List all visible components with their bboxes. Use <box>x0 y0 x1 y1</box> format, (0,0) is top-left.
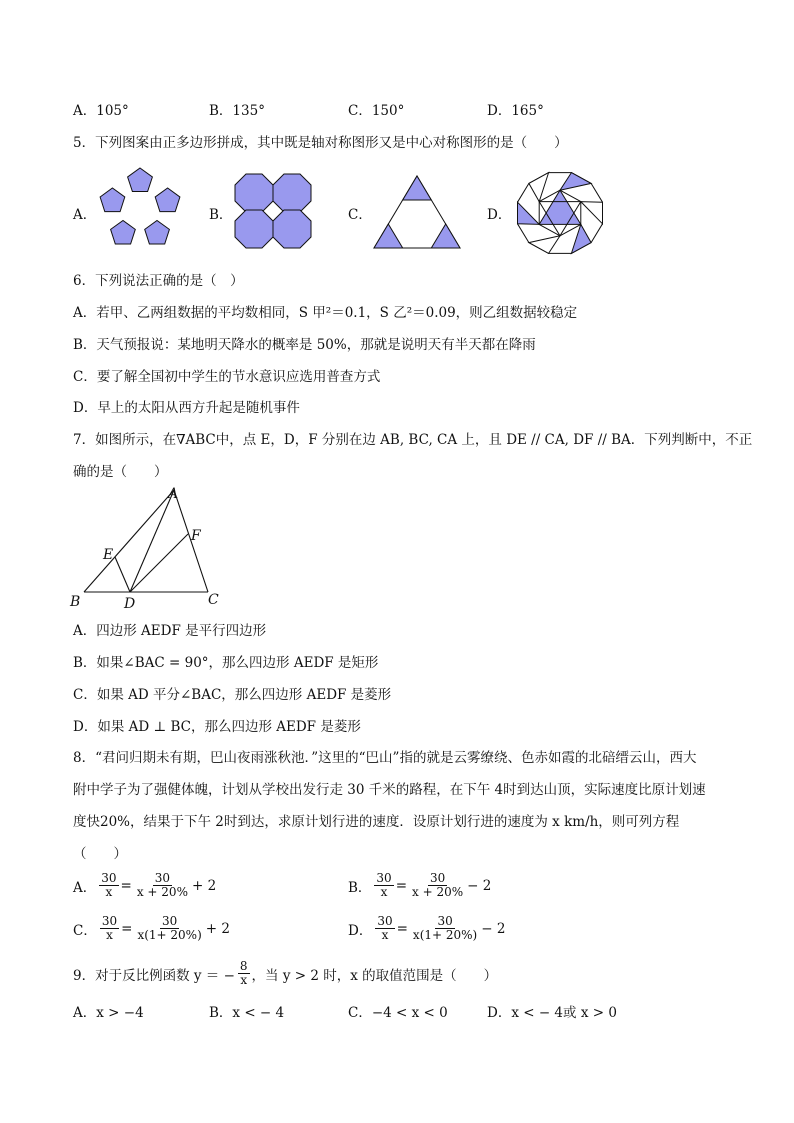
q8-c-right-num: 30 <box>161 914 178 928</box>
q5-figure-d <box>510 168 610 258</box>
q5-label-a: A． <box>73 207 97 223</box>
q4-option-c: C．150° <box>348 103 405 119</box>
q8-option-c: C． $\frac{30}{x}$ = $\frac{30}{x(1+ 20\%)}$ + 2 <box>73 914 230 942</box>
q8-d-tail: − 2 <box>481 920 506 937</box>
q9-option-c: C．−4 < x < 0 <box>348 1005 448 1021</box>
q7-option-c: C．如果 AD 平分∠BAC，那么四边形 AEDF 是菱形 <box>73 687 392 703</box>
q6-option-d: D．早上的太阳从西方升起是随机事件 <box>73 400 300 416</box>
q5-label-b: B． <box>209 207 233 223</box>
q8-c-left-den: x <box>106 928 113 942</box>
q8-a-left-den: x <box>105 885 113 899</box>
q8-option-c-label: C． <box>73 922 97 939</box>
q5-figure-b <box>233 172 315 250</box>
q8-option-a-label: A． <box>73 879 97 896</box>
q9-option-a: A．x > −4 <box>73 1005 144 1021</box>
q8-c-right-den: x(1+ 20%) <box>137 928 202 942</box>
q5-figure-a <box>94 167 186 251</box>
q9-stem-pre: 9．对于反比例函数 y ＝ − <box>73 967 235 984</box>
q9-stem-post: ，当 y > 2 时，x 的取值范围是（ ） <box>251 967 498 984</box>
q7-option-d: D．如果 AD ⊥ BC，那么四边形 AEDF 是菱形 <box>73 719 361 735</box>
q5-figure-c <box>372 174 462 250</box>
q7-triangle-figure <box>66 484 226 614</box>
q8-line3: 度快20%，结果于下午 2时到达，求原计划行进的速度．设原计划行进的速度为 x km/h，则可列方程 <box>73 814 680 830</box>
q9-frac-num: 8 <box>239 959 248 973</box>
q7-stem-line1: 7．如图所示，在∇ABC中，点 E，D，F 分别在边 AB, BC, CA 上，且 DE // CA, DF // BA．下列判断中，不正 <box>73 432 753 448</box>
q8-b-left-den: x <box>380 885 388 899</box>
q5-stem: 5．下列图案由正多边形拼成，其中既是轴对称图形又是中心对称图形的是（ ） <box>73 135 568 151</box>
q9-stem <box>73 960 499 987</box>
q8-d-left-num: 30 <box>377 914 393 928</box>
q5-label-c: C． <box>348 207 372 223</box>
q8-option-b: B． $\frac{30}{x}$ = $\frac{30}{x + 20\%}$ − 2 <box>348 871 492 899</box>
q8-d-right-den: x(1+ 20%) <box>412 928 478 942</box>
q7-label-a: A <box>168 486 179 502</box>
q7-label-f: F <box>191 528 201 544</box>
q8-line2: 附中学子为了强健体魄，计划从学校出发行走 30 千米的路程，在下午 4时到达山顶，实际速度比原计划速 <box>73 782 706 798</box>
q7-option-a: A．四边形 AEDF 是平行四边形 <box>73 623 267 639</box>
q6-option-a: A．若甲、乙两组数据的平均数相同，S 甲²＝0.1，S 乙²＝0.09，则乙组数据较稳定 <box>73 305 578 321</box>
q6-stem: 6．下列说法正确的是（ ） <box>73 273 244 289</box>
q4-option-b: B．135° <box>209 103 265 119</box>
q8-option-d: D． $\frac{30}{x}$ = $\frac{30}{x(1+ 20\%)}$ − 2 <box>348 914 506 942</box>
q4-option-d: D．165° <box>487 103 544 119</box>
q8-b-right-den: x + 20% <box>412 885 464 899</box>
q8-b-right-num: 30 <box>429 871 446 885</box>
q8-option-a: A． $\frac{30}{x}$ = $\frac{30}{x + 20\%}$ + 2 <box>73 871 217 899</box>
q7-label-c: C <box>208 592 219 608</box>
q9-frac-den: x <box>240 973 248 987</box>
q8-c-left-num: 30 <box>101 914 118 928</box>
q8-b-left-num: 30 <box>376 871 392 885</box>
q7-label-b: B <box>70 594 81 610</box>
q4-option-a: A．105° <box>73 103 129 119</box>
q6-option-b: B．天气预报说：某地明天降水的概率是 50%，那就是说明天有半天都在降雨 <box>73 337 536 353</box>
q7-stem-line2: 确的是（ ） <box>73 464 168 480</box>
q8-option-b-label: B． <box>348 879 372 896</box>
q8-a-right-num: 30 <box>154 871 171 885</box>
q5-label-d: D． <box>487 207 512 223</box>
q7-label-e: E <box>103 547 114 563</box>
q6-option-c: C．要了解全国初中学生的节水意识应选用普查方式 <box>73 369 381 385</box>
q9-option-d: D．x < − 4或 x > 0 <box>487 1005 617 1021</box>
q8-d-left-den: x <box>381 928 389 942</box>
q8-line4: （ ） <box>73 846 127 862</box>
q7-label-d: D <box>124 596 136 612</box>
q8-d-right-num: 30 <box>437 914 453 928</box>
q8-b-tail: − 2 <box>467 877 492 894</box>
q8-option-d-label: D． <box>348 922 373 939</box>
q8-line1: 8．“君问归期未有期，巴山夜雨涨秋池．”这里的“巴山”指的就是云雾缭绕、色赤如霞的北碚缙云山，西大 <box>73 750 697 766</box>
q9-option-b: B．x < − 4 <box>209 1005 285 1021</box>
q8-c-tail: + 2 <box>205 920 230 937</box>
q8-a-tail: + 2 <box>191 877 217 894</box>
q8-a-left-num: 30 <box>101 871 117 885</box>
q7-option-b: B．如果∠BAC = 90°，那么四边形 AEDF 是矩形 <box>73 655 379 671</box>
q8-a-right-den: x + 20% <box>136 885 188 899</box>
